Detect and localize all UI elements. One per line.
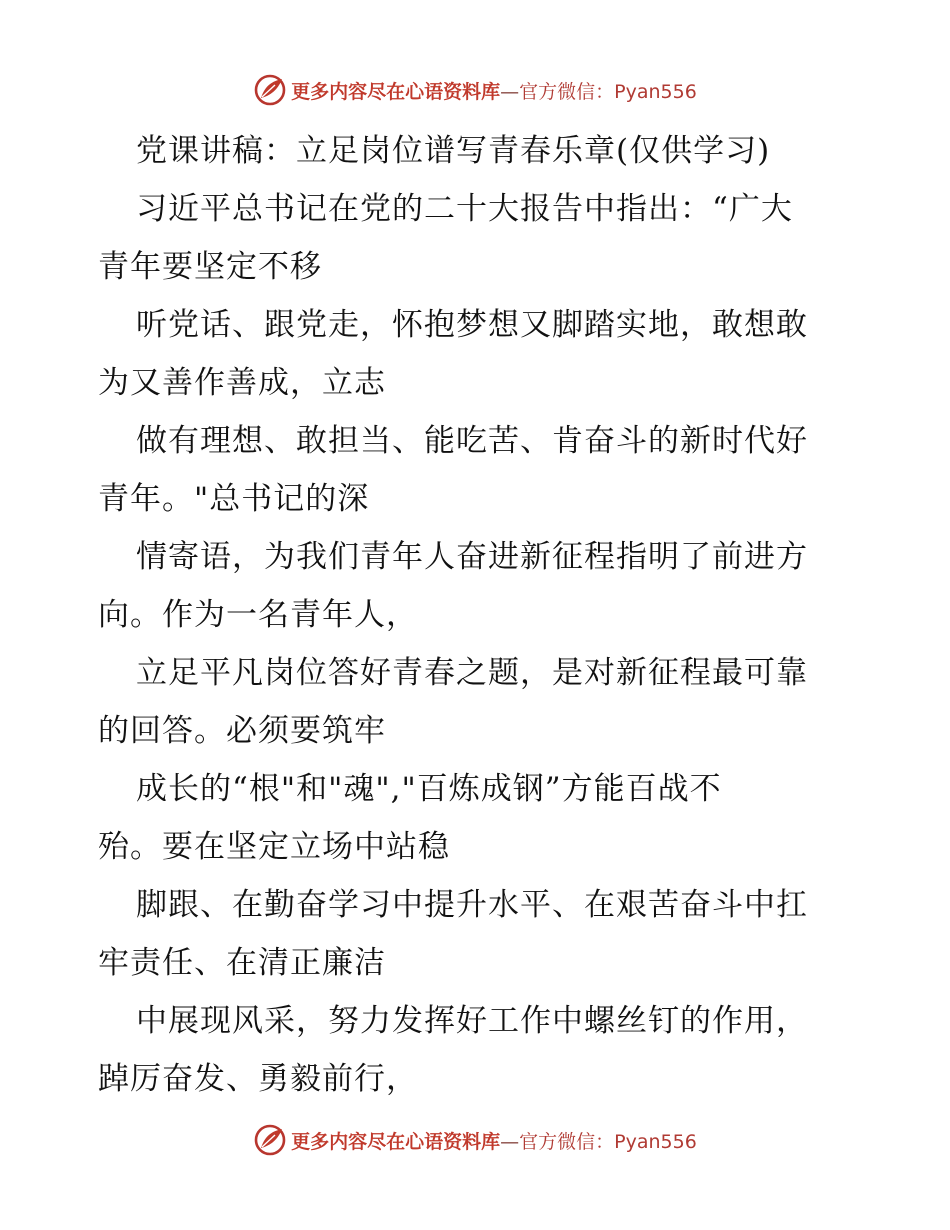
text-line: 殆。要在坚定立场中站稳 (98, 829, 450, 865)
document-body (98, 122, 858, 1108)
banner-wechat: 官方微信：Pyan556 (519, 1130, 697, 1153)
banner-wechat: 官方微信：Pyan556 (519, 80, 697, 103)
text-line: 牢责任、在清正廉洁 (98, 945, 386, 981)
banner-site-name: 更多内容尽在心语资料库 (291, 1130, 501, 1153)
text-line: 的回答。必须要筑牢 (98, 713, 386, 749)
document-title: 党课讲稿：立足岗位谱写青春乐章(仅供学习) (136, 133, 771, 169)
banner-site-name: 更多内容尽在心语资料库 (291, 80, 501, 103)
leaf-in-circle-logo-icon (253, 73, 287, 107)
text-line: 听党话、跟党走，怀抱梦想又脚踏实地，敢想敢 (136, 307, 808, 343)
text-line: 青年要坚定不移 (98, 249, 322, 285)
banner-text (291, 77, 697, 104)
text-line: 情寄语，为我们青年人奋进新征程指明了前进方 (136, 539, 808, 575)
text-line: 立足平凡岗位答好青春之题，是对新征程最可靠 (136, 655, 808, 691)
header-banner (0, 70, 950, 110)
text-line: 习近平总书记在党的二十大报告中指出：“广大 (136, 191, 793, 227)
text-line: 踔厉奋发、勇毅前行， (98, 1061, 418, 1097)
banner-text (291, 1127, 697, 1154)
text-line: 向。作为一名青年人， (98, 597, 418, 633)
banner-separator: — (500, 80, 520, 103)
text-line: 成长的“根"和"魂","百炼成钢”方能百战不 (136, 771, 722, 807)
text-line: 做有理想、敢担当、能吃苦、肯奋斗的新时代好 (136, 423, 808, 459)
text-line: 为又善作善成，立志 (98, 365, 386, 401)
text-line: 青年。"总书记的深 (98, 481, 370, 517)
banner-separator: — (500, 1130, 520, 1153)
text-line: 中展现风采，努力发挥好工作中螺丝钉的作用， (136, 1003, 808, 1039)
leaf-in-circle-logo-icon (253, 1123, 287, 1157)
footer-banner (0, 1120, 950, 1160)
text-line: 脚跟、在勤奋学习中提升水平、在艰苦奋斗中扛 (136, 887, 808, 923)
